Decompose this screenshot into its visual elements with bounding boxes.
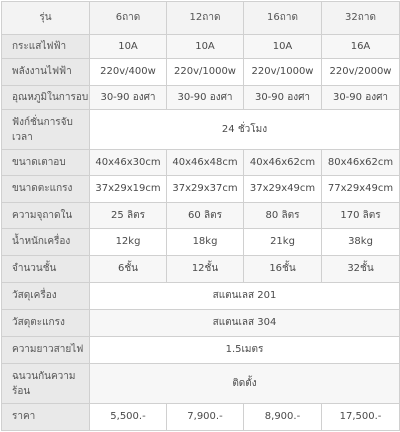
cell-value: 40x46x48cm: [167, 150, 244, 176]
row-label: วัสดุตะแกรง: [2, 310, 90, 337]
row-rack-material: [2, 310, 400, 337]
cell-value: 37x29x49cm: [244, 176, 322, 203]
spec-table: [1, 1, 400, 431]
row-label: อุณหภูมิในการอบ: [2, 86, 90, 110]
row-label: ขนาดเตาอบ: [2, 150, 90, 176]
cell-value: 5,500.-: [90, 404, 167, 431]
row-shelves: [2, 256, 400, 283]
row-label: กระแสไฟฟ้า: [2, 35, 90, 59]
row-body-material: [2, 283, 400, 310]
row-timer: [2, 110, 400, 150]
cell-value: 25 ลิตร: [90, 203, 167, 229]
cell-value: 30-90 องศา: [90, 86, 167, 110]
header-model-label: รุ่น: [2, 2, 90, 35]
row-insulation: [2, 364, 400, 404]
cell-value-merged: สแตนเลส 304: [90, 310, 400, 337]
row-weight: [2, 229, 400, 256]
cell-value: 10A: [167, 35, 244, 59]
row-cable-length: [2, 337, 400, 364]
cell-value: 220v/400w: [90, 59, 167, 86]
row-label: ฉนวนกันความร้อน: [2, 364, 90, 404]
cell-value: 40x46x30cm: [90, 150, 167, 176]
row-label: วัสดุเครื่อง: [2, 283, 90, 310]
row-label: ราคา: [2, 404, 90, 431]
row-power: [2, 59, 400, 86]
cell-value: 30-90 องศา: [322, 86, 400, 110]
header-model-32-tray: 32ถาด: [322, 2, 400, 35]
header-row: [2, 2, 400, 35]
row-label: น้ำหนักเครื่อง: [2, 229, 90, 256]
header-model-12-tray: 12ถาด: [167, 2, 244, 35]
row-current: [2, 35, 400, 59]
cell-value: 30-90 องศา: [244, 86, 322, 110]
cell-value: 32ชั้น: [322, 256, 400, 283]
cell-value: 10A: [244, 35, 322, 59]
cell-value: 16ชั้น: [244, 256, 322, 283]
cell-value: 37x29x19cm: [90, 176, 167, 203]
row-rack-size: [2, 176, 400, 203]
cell-value: 77x29x49cm: [322, 176, 400, 203]
cell-value: 38kg: [322, 229, 400, 256]
cell-value: 12kg: [90, 229, 167, 256]
cell-value: 21kg: [244, 229, 322, 256]
cell-value: 220v/2000w: [322, 59, 400, 86]
cell-value: 17,500.-: [322, 404, 400, 431]
cell-value: 7,900.-: [167, 404, 244, 431]
header-model-6-tray: 6ถาด: [90, 2, 167, 35]
row-label: พลังงานไฟฟ้า: [2, 59, 90, 86]
row-label: จำนวนชั้น: [2, 256, 90, 283]
cell-value-merged: สแตนเลส 201: [90, 283, 400, 310]
cell-value-merged: ติดตั้ง: [90, 364, 400, 404]
row-price: [2, 404, 400, 431]
cell-value: 16A: [322, 35, 400, 59]
cell-value: 220v/1000w: [167, 59, 244, 86]
cell-value: 170 ลิตร: [322, 203, 400, 229]
row-label: ความยาวสายไฟ: [2, 337, 90, 364]
row-label: ฟังก์ชั่นการจับเวลา: [2, 110, 90, 150]
cell-value: 80 ลิตร: [244, 203, 322, 229]
cell-value: 10A: [90, 35, 167, 59]
row-capacity: [2, 203, 400, 229]
header-model-16-tray: 16ถาด: [244, 2, 322, 35]
cell-value: 37x29x37cm: [167, 176, 244, 203]
cell-value: 60 ลิตร: [167, 203, 244, 229]
row-label: ขนาดตะแกรง: [2, 176, 90, 203]
cell-value: 40x46x62cm: [244, 150, 322, 176]
row-temperature: [2, 86, 400, 110]
cell-value: 12ชั้น: [167, 256, 244, 283]
cell-value-merged: 1.5เมตร: [90, 337, 400, 364]
row-oven-size: [2, 150, 400, 176]
cell-value: 8,900.-: [244, 404, 322, 431]
cell-value-merged: 24 ชั่วโมง: [90, 110, 400, 150]
cell-value: 6ชั้น: [90, 256, 167, 283]
cell-value: 220v/1000w: [244, 59, 322, 86]
cell-value: 18kg: [167, 229, 244, 256]
cell-value: 80x46x62cm: [322, 150, 400, 176]
row-label: ความจุถาดใน: [2, 203, 90, 229]
cell-value: 30-90 องศา: [167, 86, 244, 110]
